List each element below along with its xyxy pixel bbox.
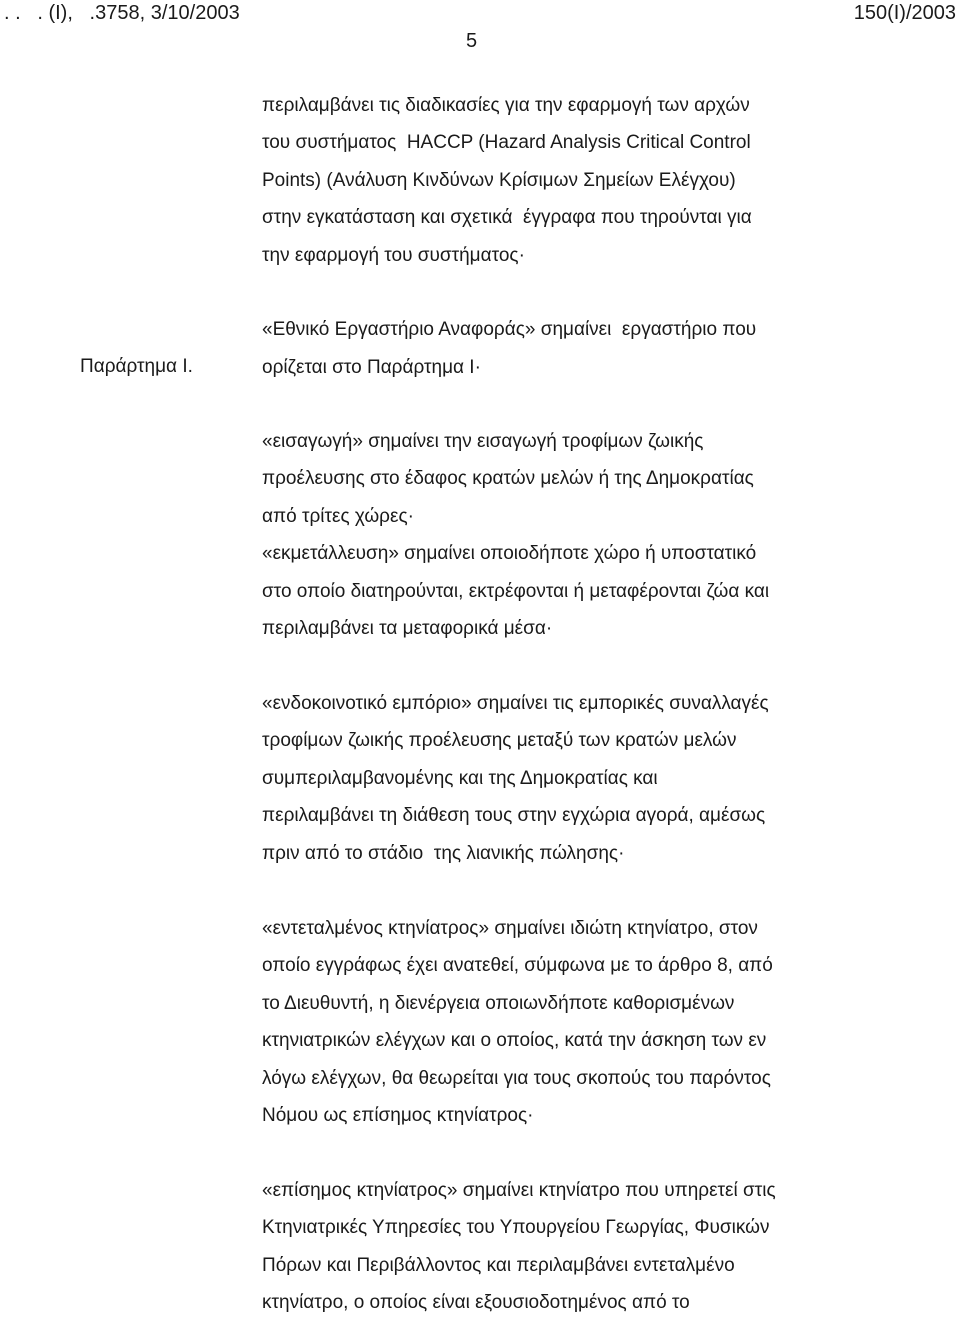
text-line: την εφαρμογή του συστήματος· [262,245,525,266]
text-line: πριν από το στάδιο της λιανικής πώλησης· [262,843,625,864]
text-line: τροφίμων ζωικής προέλευσης μεταξύ των κρατών μελών [262,730,737,751]
text-line: ορίζεται στο Παράρτημα Ι· [262,357,481,378]
text-line: «εκμετάλλευση» σημαίνει οποιοδήποτε χώρο ή υποστατικό [262,543,757,564]
text-line: Points) (Ανάλυση Κινδύνων Κρίσιμων Σημείων Ελέγχου) [262,170,736,191]
text-line: κτηνίατρο, ο οποίος είναι εξουσιοδοτημένος από το [262,1292,690,1313]
text-line: στο οποίο διατηρούνται, εκτρέφονται ή μεταφέρονται ζώα και [262,581,770,602]
header-reference: . . . (I), .3758, 3/10/2003 [4,2,240,24]
text-line: «ενδοκοινοτικό εμπόριο» σημαίνει τις εμπορικές συναλλαγές [262,693,769,714]
text-line: κτηνιατρικών ελέγχων και ο οποίος, κατά την άσκηση των εν [262,1030,767,1051]
text-line: λόγω ελέγχων, θα θεωρείται για τους σκοπούς του παρόντος [262,1068,771,1089]
page-number: 5 [466,30,478,52]
text-line: περιλαμβάνει τα μεταφορικά μέσα· [262,618,553,639]
text-line: «εντεταλμένος κτηνίατρος» σημαίνει ιδιώτη κτηνίατρο, στον [262,918,758,939]
text-line: «εισαγωγή» σημαίνει την εισαγωγή τροφίμων ζωικής [262,431,704,452]
text-line: περιλαμβάνει τις διαδικασίες για την εφαρμογή των αρχών [262,95,750,116]
text-line: από τρίτες χώρες· [262,506,414,527]
text-line: στην εγκατάσταση και σχετικά έγγραφα που τηρούνται για [262,207,752,228]
text-line: προέλευσης στο έδαφος κρατών μελών ή της Δημοκρατίας [262,468,754,489]
text-line: Νόμου ως επίσημος κτηνίατρος· [262,1105,534,1126]
margin-note: Παράρτημα Ι. [80,356,193,377]
text-line: το Διευθυντή, η διενέργεια οποιωνδήποτε καθορισμένων [262,993,735,1014]
text-line: περιλαμβάνει τη διάθεση τους στην εγχώρια αγορά, αμέσως [262,805,766,826]
text-line: «Εθνικό Εργαστήριο Αναφοράς» σημαίνει εργαστήριο που [262,319,757,340]
text-line: οποίο εγγράφως έχει ανατεθεί, σύμφωνα με το άρθρο 8, από [262,955,773,976]
text-line: Κτηνιατρικές Υπηρεσίες του Υπουργείου Γεωργίας, Φυσικών [262,1217,770,1238]
text-line: του συστήματος HACCP (Hazard Analysis Critical Control [262,132,751,153]
text-line: Πόρων και Περιβάλλοντος και περιλαμβάνει εντεταλμένο [262,1255,735,1276]
law-number: 150(I)/2003 [853,2,956,24]
text-line: «επίσημος κτηνίατρος» σημαίνει κτηνίατρο που υπηρετεί στις [262,1180,776,1201]
text-line: συμπεριλαμβανομένης και της Δημοκρατίας και [262,768,658,789]
